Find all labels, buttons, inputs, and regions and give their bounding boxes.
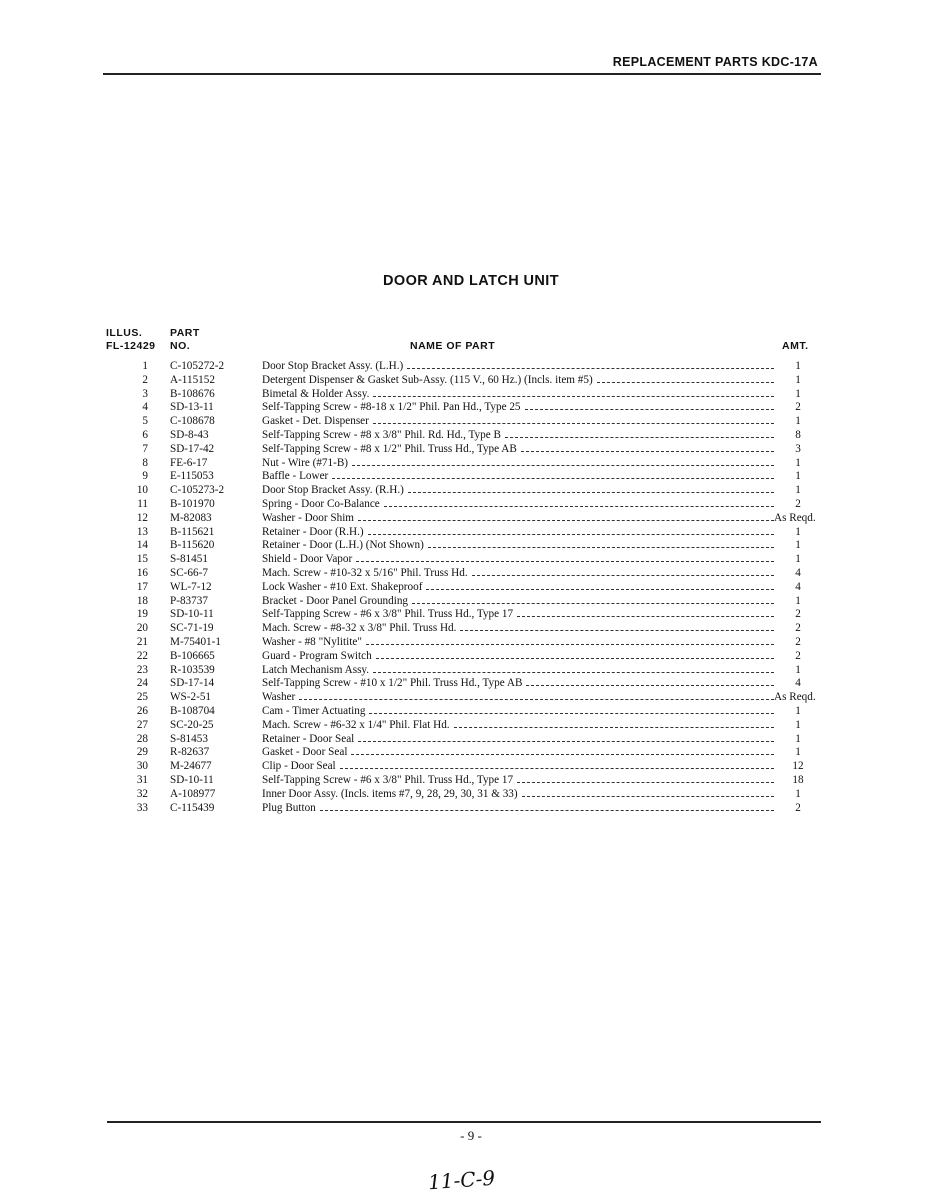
part-name-cell — [262, 733, 774, 747]
amount: 2 — [795, 497, 801, 510]
leader-dashes — [358, 512, 774, 521]
part-name: Retainer - Door Seal — [262, 732, 355, 745]
part-name: Self-Tapping Screw - #6 x 3/8" Phil. Truss Hd., Type 17 — [262, 773, 514, 786]
table-row — [0, 539, 942, 553]
amount: 1 — [795, 415, 801, 428]
illus-number: 29 — [136, 746, 148, 759]
part-name: Self-Tapping Screw - #8 x 1/2" Phil. Truss Hd., Type AB — [262, 442, 517, 455]
amount: 1 — [795, 484, 801, 497]
illus-number: 19 — [136, 608, 148, 621]
leader-dashes — [597, 374, 774, 383]
part-number: SC-20-25 — [170, 718, 214, 731]
part-name-cell — [262, 746, 774, 760]
illus-number: 31 — [136, 773, 148, 786]
amount: As Reqd. — [774, 511, 816, 524]
part-number: B-115621 — [170, 525, 215, 538]
part-number: M-82083 — [170, 511, 212, 524]
table-row — [0, 788, 942, 802]
part-number: R-103539 — [170, 663, 215, 676]
amount: 1 — [795, 787, 801, 800]
part-number: M-24677 — [170, 760, 212, 773]
table-row — [0, 415, 942, 429]
leader-dashes — [368, 526, 774, 535]
leader-dashes — [472, 567, 774, 576]
leader-dashes — [340, 760, 774, 769]
part-name: Retainer - Door (R.H.) — [262, 525, 364, 538]
table-row — [0, 553, 942, 567]
part-number: SD-17-14 — [170, 677, 215, 690]
table-row — [0, 650, 942, 664]
section-title: DOOR AND LATCH UNIT — [383, 273, 559, 289]
illus-number: 13 — [136, 525, 148, 538]
part-number: B-106665 — [170, 649, 215, 662]
part-name: Washer — [262, 691, 296, 704]
part-number: A-115152 — [170, 373, 215, 386]
amt-column-header: AMT. — [782, 340, 809, 352]
amount: 1 — [795, 663, 801, 676]
amount: 12 — [792, 760, 804, 773]
part-number: S-81453 — [170, 732, 208, 745]
part-name: Mach. Screw - #10-32 x 5/16" Phil. Truss Hd. — [262, 566, 468, 579]
table-row — [0, 567, 942, 581]
amount: 1 — [795, 718, 801, 731]
amount: As Reqd. — [774, 691, 816, 704]
amount: 2 — [795, 401, 801, 414]
part-number: C-105273-2 — [170, 484, 225, 497]
part-number: SD-8-43 — [170, 428, 209, 441]
part-number: M-75401-1 — [170, 635, 221, 648]
amount: 18 — [792, 773, 804, 786]
part-name-cell — [262, 802, 774, 816]
table-row — [0, 664, 942, 678]
part-name-cell — [262, 608, 774, 622]
part-number: A-108977 — [170, 787, 216, 800]
part-name: Detergent Dispenser & Gasket Sub-Assy. (115 V., 60 Hz.) (Incls. item #5) — [262, 373, 593, 386]
part-name-cell — [262, 512, 774, 526]
part-name-cell — [262, 429, 774, 443]
part-name: Mach. Screw - #8-32 x 3/8" Phil. Truss Hd. — [262, 622, 457, 635]
illus-number: 15 — [136, 553, 148, 566]
illus-number: 24 — [136, 677, 148, 690]
illus-number: 1 — [142, 360, 148, 372]
part-name: Gasket - Door Seal — [262, 746, 348, 759]
part-name-cell — [262, 498, 774, 512]
illus-number: 33 — [136, 801, 148, 814]
leader-dashes — [358, 733, 774, 742]
leader-dashes — [522, 788, 774, 797]
part-number: R-82637 — [170, 746, 210, 759]
illus-number: 12 — [136, 511, 148, 524]
part-name-cell — [262, 650, 774, 664]
table-row — [0, 636, 942, 650]
part-number: B-101970 — [170, 497, 215, 510]
amount: 1 — [795, 746, 801, 759]
illus-column-header — [106, 327, 156, 353]
part-name-cell — [262, 581, 774, 595]
leader-dashes — [408, 484, 774, 493]
illus-header-line2: FL-12429 — [106, 340, 156, 352]
part-name-cell — [262, 415, 774, 429]
amount: 2 — [795, 649, 801, 662]
leader-dashes — [356, 553, 774, 562]
illus-number: 32 — [136, 787, 148, 800]
amount: 1 — [795, 525, 801, 538]
illus-number: 21 — [136, 635, 148, 648]
leader-dashes — [332, 470, 774, 479]
part-name: Washer - #8 "Nylitite" — [262, 635, 362, 648]
illus-number: 30 — [136, 760, 148, 773]
leader-dashes — [351, 746, 774, 755]
table-row — [0, 457, 942, 471]
part-name-cell — [262, 526, 774, 540]
part-name: Bracket - Door Panel Grounding — [262, 594, 409, 607]
part-number: SC-66-7 — [170, 566, 208, 579]
table-row — [0, 608, 942, 622]
amount: 1 — [795, 387, 801, 400]
amount: 3 — [795, 442, 801, 455]
illus-number: 14 — [136, 539, 148, 552]
leader-dashes — [412, 595, 774, 604]
illus-number: 22 — [136, 649, 148, 662]
table-row — [0, 622, 942, 636]
leader-dashes — [454, 719, 774, 728]
table-row — [0, 581, 942, 595]
table-row — [0, 429, 942, 443]
amount: 1 — [795, 456, 801, 469]
part-name: Washer - Door Shim — [262, 511, 355, 524]
part-number: B-115620 — [170, 539, 215, 552]
part-name-cell — [262, 484, 774, 498]
part-name-cell — [262, 774, 774, 788]
table-row — [0, 802, 942, 816]
illus-number: 23 — [136, 663, 148, 676]
table-row — [0, 484, 942, 498]
part-name-cell — [262, 388, 774, 402]
amount: 4 — [795, 580, 801, 593]
amount: 2 — [795, 608, 801, 621]
illus-number: 11 — [137, 497, 148, 510]
table-row — [0, 691, 942, 705]
part-number: SD-10-11 — [170, 608, 214, 621]
table-row — [0, 401, 942, 415]
part-name: Nut - Wire (#71-B) — [262, 456, 349, 469]
table-row — [0, 388, 942, 402]
name-column-header: NAME OF PART — [410, 340, 496, 352]
part-number: SD-10-11 — [170, 773, 214, 786]
part-name: Inner Door Assy. (Incls. items #7, 9, 28, 29, 30, 31 & 33) — [262, 787, 518, 800]
illus-number: 5 — [142, 415, 148, 428]
part-name: Shield - Door Vapor — [262, 553, 353, 566]
part-name-cell — [262, 567, 774, 581]
leader-dashes — [366, 636, 774, 645]
leader-dashes — [526, 677, 774, 686]
part-name-cell — [262, 595, 774, 609]
leader-dashes — [521, 443, 774, 452]
part-name-cell — [262, 719, 774, 733]
illus-number: 3 — [142, 387, 148, 400]
table-row — [0, 774, 942, 788]
part-name: Lock Washer - #10 Ext. Shakeproof — [262, 580, 423, 593]
part-name-cell — [262, 691, 774, 705]
part-name: Plug Button — [262, 801, 316, 814]
amount: 1 — [795, 553, 801, 566]
table-row — [0, 760, 942, 774]
amount: 4 — [795, 566, 801, 579]
part-number: C-108678 — [170, 415, 215, 428]
part-number: S-81451 — [170, 553, 208, 566]
table-row — [0, 443, 942, 457]
leader-dashes — [384, 498, 774, 507]
part-number: B-108704 — [170, 704, 215, 717]
part-name-cell — [262, 374, 774, 388]
page-number: - 9 - — [460, 1128, 482, 1143]
parts-table — [0, 360, 942, 815]
illus-number: 17 — [136, 580, 148, 593]
part-name-cell — [262, 677, 774, 691]
part-name: Door Stop Bracket Assy. (L.H.) — [262, 360, 404, 372]
part-name: Self-Tapping Screw - #8 x 3/8" Phil. Rd. Hd., Type B — [262, 428, 501, 441]
table-row — [0, 746, 942, 760]
part-name: Baffle - Lower — [262, 470, 329, 483]
illus-number: 9 — [142, 470, 148, 483]
leader-dashes — [373, 664, 774, 673]
amount: 1 — [795, 594, 801, 607]
amount: 2 — [795, 635, 801, 648]
illus-number: 16 — [136, 566, 148, 579]
table-row — [0, 374, 942, 388]
illus-number: 10 — [136, 484, 148, 497]
leader-dashes — [426, 581, 774, 590]
part-name-cell — [262, 457, 774, 471]
leader-dashes — [352, 457, 774, 466]
part-number: FE-6-17 — [170, 456, 208, 469]
table-row — [0, 498, 942, 512]
part-number: B-108676 — [170, 387, 215, 400]
leader-dashes — [428, 539, 774, 548]
header-rule — [103, 73, 821, 75]
part-column-header — [170, 327, 200, 353]
table-row — [0, 677, 942, 691]
part-name-cell — [262, 443, 774, 457]
amount: 1 — [795, 360, 801, 372]
part-name-cell — [262, 636, 774, 650]
amount: 4 — [795, 677, 801, 690]
part-number: SD-13-11 — [170, 401, 214, 414]
illus-number: 28 — [136, 732, 148, 745]
part-name: Gasket - Det. Dispenser — [262, 415, 369, 428]
table-row — [0, 595, 942, 609]
part-name: Bimetal & Holder Assy. — [262, 387, 370, 400]
part-name-cell — [262, 705, 774, 719]
illus-number: 8 — [142, 456, 148, 469]
amount: 1 — [795, 373, 801, 386]
leader-dashes — [373, 415, 774, 424]
table-row — [0, 526, 942, 540]
leader-dashes — [517, 774, 774, 783]
part-name-cell — [262, 622, 774, 636]
illus-number: 6 — [142, 428, 148, 441]
part-number: E-115053 — [170, 470, 214, 483]
part-name-cell — [262, 360, 774, 374]
part-name: Self-Tapping Screw - #8-18 x 1/2" Phil. Pan Hd., Type 25 — [262, 401, 521, 414]
handwritten-note: 11-C-9 — [427, 1165, 496, 1195]
part-name: Clip - Door Seal — [262, 760, 336, 773]
illus-number: 18 — [136, 594, 148, 607]
part-name: Retainer - Door (L.H.) (Not Shown) — [262, 539, 424, 552]
amount: 8 — [795, 428, 801, 441]
leader-dashes — [376, 650, 774, 659]
part-name-cell — [262, 553, 774, 567]
part-name-cell — [262, 760, 774, 774]
leader-dashes — [517, 608, 774, 617]
part-number: C-105272-2 — [170, 360, 225, 372]
part-name: Mach. Screw - #6-32 x 1/4" Phil. Flat Hd. — [262, 718, 450, 731]
table-row — [0, 719, 942, 733]
leader-dashes — [299, 691, 774, 700]
table-row — [0, 733, 942, 747]
part-header-line1: PART — [170, 327, 200, 339]
leader-dashes — [373, 388, 774, 397]
leader-dashes — [525, 401, 774, 410]
part-name-cell — [262, 664, 774, 678]
part-name: Guard - Program Switch — [262, 649, 372, 662]
part-number: WL-7-12 — [170, 580, 212, 593]
part-name: Latch Mechanism Assy. — [262, 663, 370, 676]
part-number: WS-2-51 — [170, 691, 212, 704]
illus-number: 4 — [142, 401, 148, 414]
part-number: C-115439 — [170, 801, 215, 814]
footer-rule — [107, 1121, 821, 1123]
amount: 1 — [795, 470, 801, 483]
illus-number: 27 — [136, 718, 148, 731]
amount: 1 — [795, 704, 801, 717]
part-number: SD-17-42 — [170, 442, 215, 455]
table-row — [0, 705, 942, 719]
table-row — [0, 360, 942, 374]
illus-number: 20 — [136, 622, 148, 635]
part-name: Spring - Door Co-Balance — [262, 497, 380, 510]
part-name-cell — [262, 470, 774, 484]
table-row — [0, 470, 942, 484]
part-number: P-83737 — [170, 594, 208, 607]
illus-number: 7 — [142, 442, 148, 455]
illus-number: 25 — [136, 691, 148, 704]
part-name-cell — [262, 401, 774, 415]
leader-dashes — [407, 360, 774, 369]
amount: 2 — [795, 801, 801, 814]
leader-dashes — [460, 622, 774, 631]
part-name: Self-Tapping Screw - #6 x 3/8" Phil. Truss Hd., Type 17 — [262, 608, 514, 621]
part-name-cell — [262, 539, 774, 553]
amount: 1 — [795, 732, 801, 745]
part-name: Door Stop Bracket Assy. (R.H.) — [262, 484, 404, 497]
part-header-line2: NO. — [170, 340, 191, 352]
page-header: REPLACEMENT PARTS KDC-17A — [612, 55, 818, 69]
part-number: SC-71-19 — [170, 622, 214, 635]
illus-number: 2 — [142, 373, 148, 386]
illus-number: 26 — [136, 704, 148, 717]
leader-dashes — [369, 705, 774, 714]
part-name: Cam - Timer Actuating — [262, 704, 366, 717]
illus-header-line1: ILLUS. — [106, 327, 143, 339]
leader-dashes — [505, 429, 774, 438]
amount: 2 — [795, 622, 801, 635]
leader-dashes — [320, 802, 774, 811]
table-row — [0, 512, 942, 526]
amount: 1 — [795, 539, 801, 552]
part-name-cell — [262, 788, 774, 802]
part-name: Self-Tapping Screw - #10 x 1/2" Phil. Truss Hd., Type AB — [262, 677, 523, 690]
